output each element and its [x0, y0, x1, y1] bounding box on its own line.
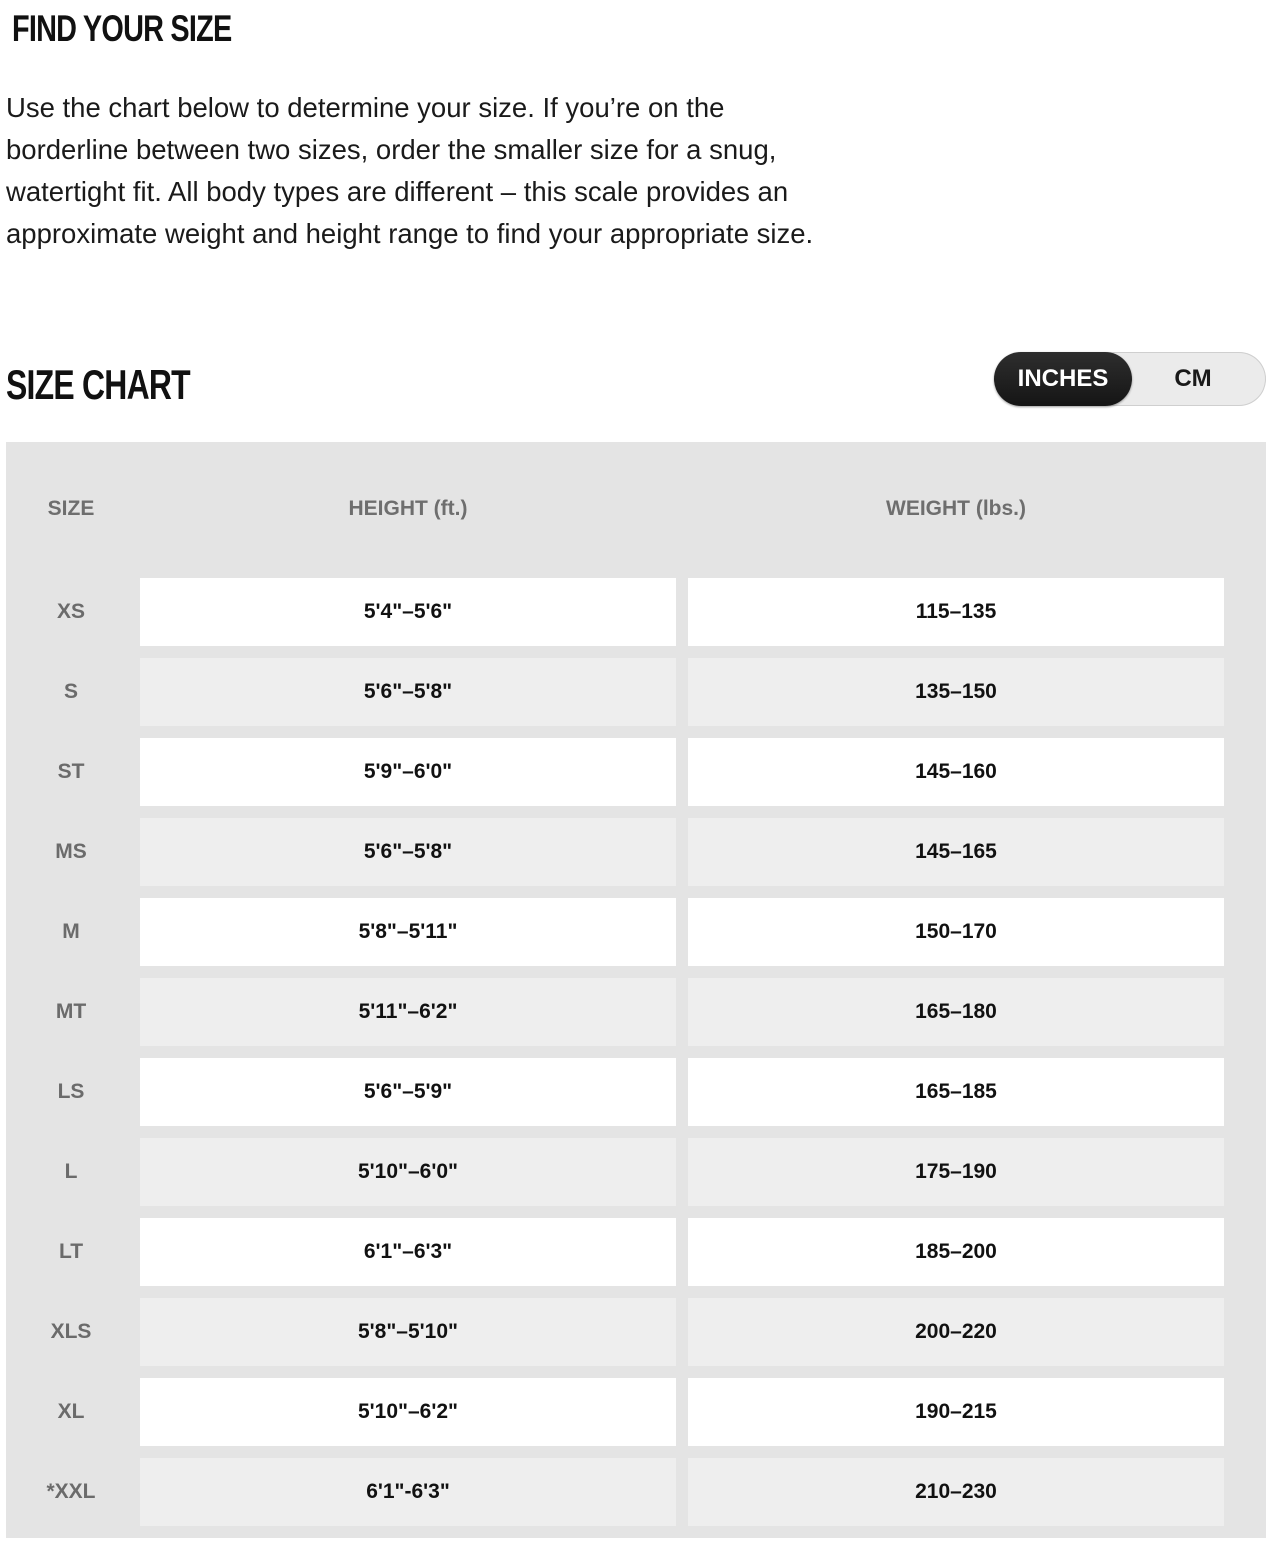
- height-cell: 6'1"–6'3": [140, 1218, 676, 1286]
- size-cell: L: [64, 1160, 78, 1183]
- size-chart-table: [6, 442, 1266, 1538]
- size-cell: XS: [56, 600, 85, 623]
- table-row: [6, 1058, 1266, 1126]
- weight-cell: 165–180: [688, 978, 1224, 1046]
- column-header-height: HEIGHT (ft.): [348, 497, 468, 520]
- weight-cell: 165–185: [688, 1058, 1224, 1126]
- column-header-weight: WEIGHT (lbs.): [886, 497, 1026, 520]
- size-cell: MT: [55, 1000, 87, 1023]
- table-row: [6, 818, 1266, 886]
- size-cell: LT: [58, 1240, 84, 1263]
- size-cell: M: [62, 920, 80, 943]
- height-cell: 5'9"–6'0": [140, 738, 676, 806]
- weight-cell: 145–160: [688, 738, 1224, 806]
- unit-toggle[interactable]: [994, 352, 1266, 406]
- size-cell: ST: [57, 760, 85, 783]
- height-cell: 5'4"–5'6": [140, 578, 676, 646]
- table-row: [6, 1138, 1266, 1206]
- weight-cell: 210–230: [688, 1458, 1224, 1526]
- weight-cell: 115–135: [688, 578, 1224, 646]
- table-row: [6, 738, 1266, 806]
- height-cell: 5'10"–6'2": [140, 1378, 676, 1446]
- size-cell: LS: [57, 1080, 85, 1103]
- size-cell: XLS: [50, 1320, 92, 1343]
- height-cell: 5'6"–5'9": [140, 1058, 676, 1126]
- weight-cell: 150–170: [688, 898, 1224, 966]
- size-cell: S: [63, 680, 78, 703]
- size-chart-title: SIZE CHART: [6, 361, 190, 408]
- page-title: FIND YOUR SIZE: [12, 8, 232, 49]
- column-header-size: SIZE: [47, 497, 95, 520]
- height-cell: 5'10"–6'0": [140, 1138, 676, 1206]
- height-cell: 5'6"–5'8": [140, 818, 676, 886]
- table-row: [6, 898, 1266, 966]
- weight-cell: 200–220: [688, 1298, 1224, 1366]
- weight-cell: 185–200: [688, 1218, 1224, 1286]
- height-cell: 5'6"–5'8": [140, 658, 676, 726]
- unit-option-cm[interactable]: CM: [1174, 365, 1212, 392]
- height-cell: 5'11"–6'2": [140, 978, 676, 1046]
- weight-cell: 135–150: [688, 658, 1224, 726]
- size-cell: MS: [55, 840, 87, 863]
- weight-cell: 175–190: [688, 1138, 1224, 1206]
- table-row: [6, 578, 1266, 646]
- table-row: [6, 1458, 1266, 1526]
- weight-cell: 190–215: [688, 1378, 1224, 1446]
- unit-option-inches[interactable]: INCHES: [994, 352, 1132, 406]
- table-row: [6, 1298, 1266, 1366]
- table-row: [6, 1218, 1266, 1286]
- table-row: [6, 978, 1266, 1046]
- weight-cell: 145–165: [688, 818, 1224, 886]
- size-cell: XL: [57, 1400, 85, 1423]
- size-cell: *XXL: [46, 1480, 96, 1503]
- height-cell: 5'8"–5'10": [140, 1298, 676, 1366]
- height-cell: 6'1"-6'3": [140, 1458, 676, 1526]
- table-row: [6, 658, 1266, 726]
- table-row: [6, 1378, 1266, 1446]
- height-cell: 5'8"–5'11": [140, 898, 676, 966]
- intro-text: Use the chart below to determine your size. If you’re on the borderline between two sizes, order the smaller size for a snug, watertight fit. All body types are different – this scale provides an approximate weight and height range to find your appropriate size.: [6, 92, 814, 249]
